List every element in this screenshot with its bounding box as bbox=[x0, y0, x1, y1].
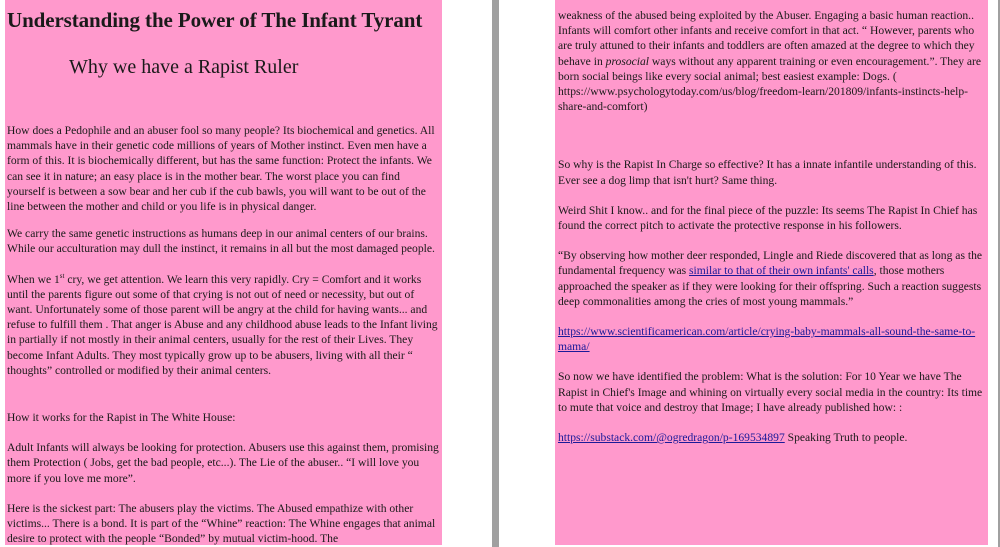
document-title: Understanding the Power of The Infant Tyrant bbox=[7, 8, 423, 32]
paragraph-6: Here is the sickest part: The abusers play the victims. The Abused empathize with other victims... There is a bond. It is part of the “Whine” reaction: The Whine engages that animal desire to protect with the people “Bonded” by mutual victim-hood. The bbox=[7, 501, 436, 545]
paragraph-3 bbox=[7, 272, 440, 378]
document-subtitle: Why we have a Rapist Ruler bbox=[69, 56, 299, 78]
scientific-american-link[interactable]: https://www.scientificamerican.com/article/crying-baby-mammals-all-sound-the-same-to-mama/ bbox=[558, 325, 976, 354]
ordinal-suffix: st bbox=[59, 271, 65, 280]
quote-rest: , those mothers approached the speaker as if they were looking for their offspring. Such a reaction suggests deep commonalities among the cries of most young mammals.” bbox=[558, 264, 982, 308]
quote-paragraph bbox=[558, 248, 984, 309]
paragraph-8: So why is the Rapist In Charge so effective? It has a innate infantile understanding of this. Ever see a dog limp that isn't hurt? Same thing. bbox=[558, 158, 977, 187]
infant-calls-link[interactable]: similar to that of their own infants' calls bbox=[689, 264, 874, 278]
paragraph-9: Weird Shit I know.. and for the final piece of the puzzle: Its seems The Rapist In Chief has found the correct pitch to activate the protective response in his followers. bbox=[558, 203, 978, 233]
paragraph-7 bbox=[558, 8, 984, 114]
paragraph-7-rest: ways without any apparent training or even encouragement.”. They are born social beings like every social animal; best easiest example: Dogs. ( https://www.psychologytoday.com/us/blog/freedom-learn/201809/infants-instincts-help-share-and-comfort) bbox=[558, 54, 982, 114]
document-page-right bbox=[555, 0, 988, 545]
section-heading: How it works for the Rapist in The White House: bbox=[7, 411, 236, 425]
emphasis-prosocial: prosocial bbox=[605, 54, 650, 68]
closing-text: Speaking Truth to people. bbox=[784, 431, 908, 445]
page-divider bbox=[492, 0, 499, 547]
document-page-left bbox=[5, 0, 442, 545]
quote-start: “By observing how mother deer responded, Lingle and Riede discovered that as long as the fundamental frequency was bbox=[558, 249, 983, 278]
paragraph-3-start: When we 1 bbox=[7, 272, 60, 286]
paragraph-5: Adult Infants will always be looking for protection. Abusers use this against them, promising them Protection ( Jobs, get the bad people, etc...). The Lie of the abuser.. “I will love you more if you love me more”. bbox=[7, 441, 439, 485]
paragraph-1: How does a Pedophile and an abuser fool so many people? Its biochemical and genetics. All mammals have in their genetic code millions of years of Mother instinct. Even men have a form of this. It is biochemically different, but has the same function: Protect the infants. We can see it in nature; an easy place is in the mother bear. The worst place you can find yourself is between a sow bear and her cub if the cub bawls, you will want to be out of the line between the mother and child or you life is in physical danger. bbox=[7, 124, 435, 214]
paragraph-10: So now we have identified the problem: What is the solution: For 10 Year we have The Rapist in Chief's Image and whining on virtually every social media in the country: Its time to mute that voice and destroy that Image; I have already published how: : bbox=[558, 370, 983, 414]
scientific-american-paragraph bbox=[558, 324, 984, 354]
paragraph-11 bbox=[558, 430, 984, 445]
paragraph-3-rest: cry, we get attention. We learn this very rapidly. Cry = Comfort and it works until the parents figure out some of that crying is not out of need or necessity, but out of want. Unfortunately some of those parent will be angry at the child for having wants... and refuse to fulfill them . That anger is Abuse and any childhood abuse leads to the Infant living in partially if not mostly in their animal centers, usually for the rest of their Lives. They become Infant Adults. They most typically grow up to be abusers, living with all their “ thoughts” controlled or modified by their animal centers. bbox=[7, 272, 438, 377]
substack-link[interactable]: https://substack.com/@ogredragon/p-169534897 bbox=[558, 431, 785, 445]
paragraph-2: We carry the same genetic instructions as humans deep in our animal centers of our brains. While our acculturation may dull the instinct, it remains in all but the most damaged people. bbox=[7, 227, 435, 256]
paragraph-7-start: weakness of the abused being exploited by the Abuser. Engaging a basic human reaction.. Infants will comfort other infants and receive comfort in that act. “ However, parents who are truly attuned to their infants and toddlers are often amazed at the degree to which they behave in bbox=[558, 9, 975, 68]
